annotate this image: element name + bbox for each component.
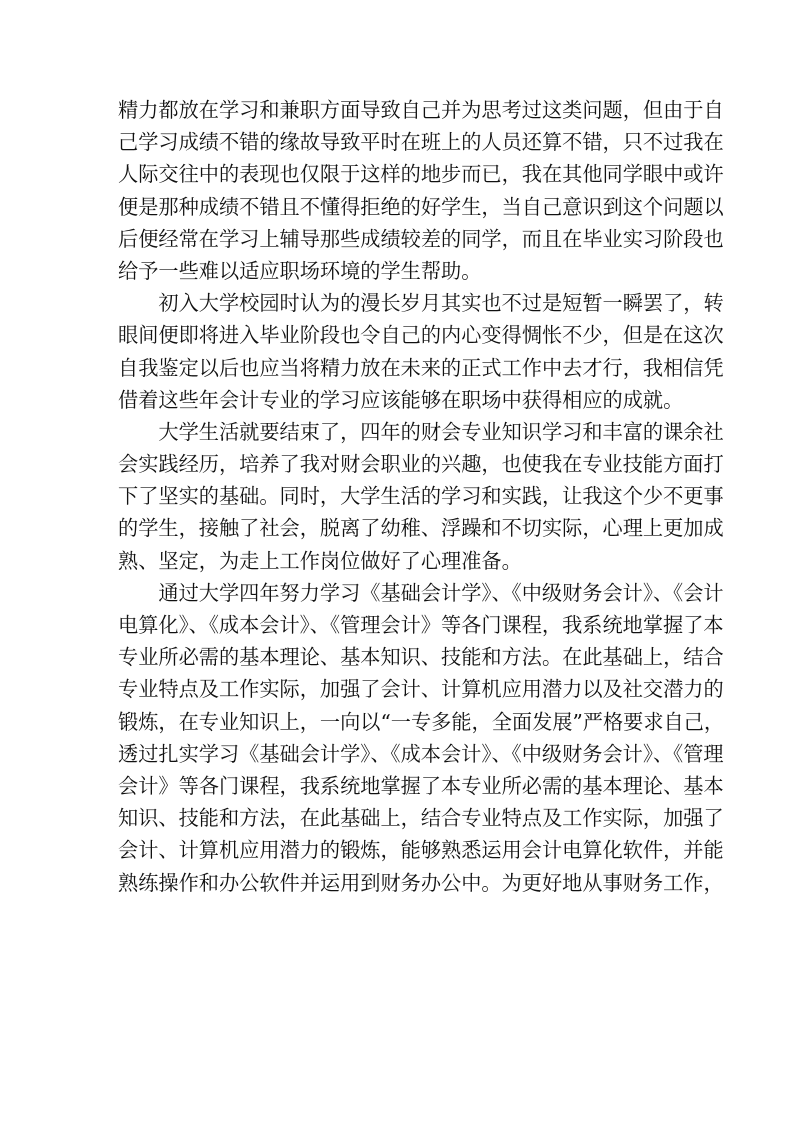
text-line: 电算化》、《成本会计》、《管理会计》等各门课程，我系统地掌握了本 [118,613,724,637]
text-line: 会计、计算机应用潜力的锻炼，能够熟悉运用会计电算化软件，并能 [118,838,724,863]
text-line: 自我鉴定以后也应当将精力放在未来的正式工作中去才行，我相信凭 [118,355,724,380]
text-line: 熟练操作和办公软件并运用到财务办公中。为更好地从事财务工作， [118,870,724,895]
text-line: 己学习成绩不错的缘故导致平时在班上的人员还算不错，只不过我在 [118,130,724,155]
text-line: 会实践经历，培养了我对财会职业的兴趣，也使我在专业技能方面打 [118,452,724,477]
document-page [118,94,725,899]
text-line: 眼间便即将进入毕业阶段也令自己的内心变得惆怅不少，但是在这次 [118,323,724,348]
text-line: 下了坚实的基础。同时，大学生活的学习和实践，让我这个少不更事 [118,484,724,509]
text-line: 后便经常在学习上辅导那些成绩较差的同学，而且在毕业实习阶段也 [118,226,724,251]
text-line: 精力都放在学习和兼职方面导致自己并为思考过这类问题，但由于自 [118,98,724,122]
text-line: 借着这些年会计专业的学习应该能够在职场中获得相应的成就。 [118,387,684,412]
text-line: 知识、技能和方法，在此基础上，结合专业特点及工作实际，加强了 [118,806,724,831]
text-line: 给予一些难以适应职场环境的学生帮助。 [118,258,482,283]
text-line: 专业所必需的基本理论、基本知识、技能和方法。在此基础上，结合 [118,645,724,670]
text-line: 人际交往中的表现也仅限于这样的地步而已，我在其他同学眼中或许 [118,162,724,187]
text-line: 专业特点及工作实际，加强了会计、计算机应用潜力以及社交潜力的 [118,677,724,702]
text-line: 大学生活就要结束了，四年的财会专业知识学习和丰富的课余社 [118,419,724,444]
text-line: 便是那种成绩不错且不懂得拒绝的好学生，当自己意识到这个问题以 [118,194,724,219]
text-line: 透过扎实学习《基础会计学》、《成本会计》、《中级财务会计》、《管理 [118,741,724,766]
text-line: 锻炼，在专业知识上，一向以“一专多能，全面发展”严格要求自己， [118,709,725,734]
text-line: 通过大学四年努力学习《基础会计学》、《中级财务会计》、《会计 [118,580,724,605]
text-line: 熟、坚定，为走上工作岗位做好了心理准备。 [118,548,522,573]
text-line: 会计》等各门课程，我系统地掌握了本专业所必需的基本理论、基本 [118,773,724,798]
text-line: 初入大学校园时认为的漫长岁月其实也不过是短暂一瞬罢了，转 [118,291,724,316]
text-line: 的学生，接触了社会，脱离了幼稚、浮躁和不切实际，心理上更加成 [118,516,724,541]
